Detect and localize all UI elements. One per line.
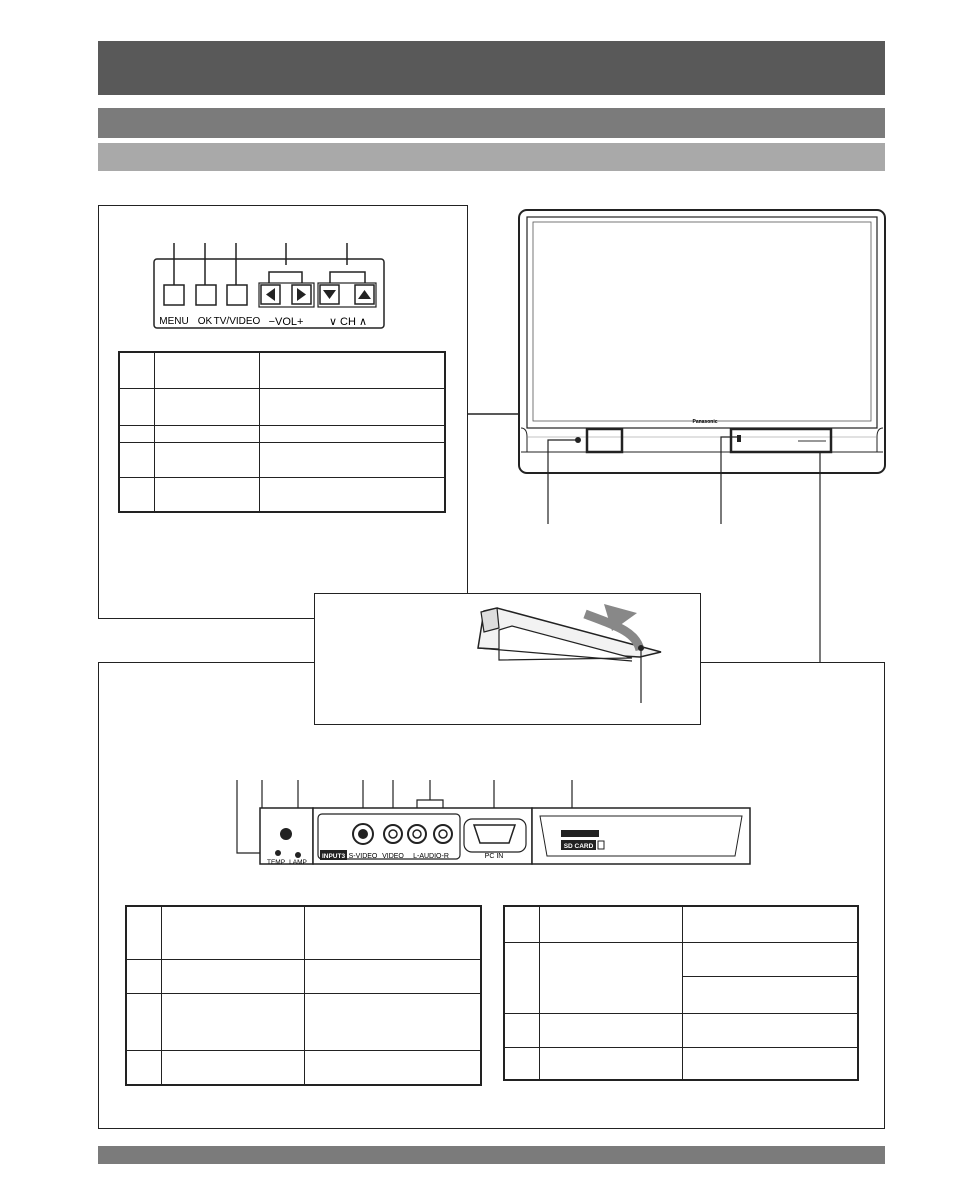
- table-cell: [126, 959, 162, 994]
- front-terminal-table-right: [503, 905, 859, 1081]
- table-cell: [162, 959, 305, 994]
- table-cell: [540, 1048, 683, 1080]
- table-cell: [126, 994, 162, 1050]
- table-cell: [540, 906, 683, 942]
- table-cell: [504, 906, 540, 942]
- table-cell: [162, 994, 305, 1050]
- table-cell: [504, 1048, 540, 1080]
- table-cell: [540, 1013, 683, 1047]
- lamp-led: [295, 852, 301, 858]
- table-cell: [683, 1013, 859, 1047]
- table-cell: [305, 959, 482, 994]
- pc-in-jack: [474, 825, 515, 843]
- s-video-label: S-VIDEO: [348, 853, 378, 860]
- lamp-label: LAMP: [289, 859, 307, 866]
- temp-led: [275, 850, 281, 856]
- ok-label: OK: [197, 316, 213, 327]
- table-cell: [540, 942, 683, 1013]
- menu-label: MENU: [159, 316, 189, 327]
- ch-label: ∨ CH ∧: [328, 316, 368, 328]
- temp-label: TEMP: [266, 859, 286, 866]
- footer-bar: [98, 1146, 885, 1164]
- table-cell: [504, 942, 540, 1013]
- table-cell: [683, 977, 859, 1013]
- sd-card-label: SD CARD: [563, 843, 594, 850]
- table-cell: [504, 1013, 540, 1047]
- table-cell: [305, 1050, 482, 1085]
- vol-label: −VOL+: [268, 316, 304, 328]
- table-cell: [683, 906, 859, 942]
- pc-in-label: PC IN: [484, 853, 504, 860]
- table-cell: [162, 906, 305, 959]
- input3-label: INPUT3: [321, 853, 346, 860]
- table-cell: [126, 1050, 162, 1085]
- table-cell: [162, 1050, 305, 1085]
- sd-card-slot: [561, 830, 599, 837]
- video-label: VIDEO: [382, 853, 404, 860]
- table-cell: [305, 906, 482, 959]
- table-cell: [305, 994, 482, 1050]
- tv-brand-logo: Panasonic: [692, 419, 718, 425]
- table-cell: [683, 1048, 859, 1080]
- table-cell: [683, 942, 859, 976]
- front-terminal-table-left: [125, 905, 482, 1086]
- tv-video-label: TV/VIDEO: [213, 316, 261, 327]
- sensor-icon: [280, 828, 292, 840]
- audio-label: L-AUDIO-R: [413, 853, 449, 860]
- table-cell: [126, 906, 162, 959]
